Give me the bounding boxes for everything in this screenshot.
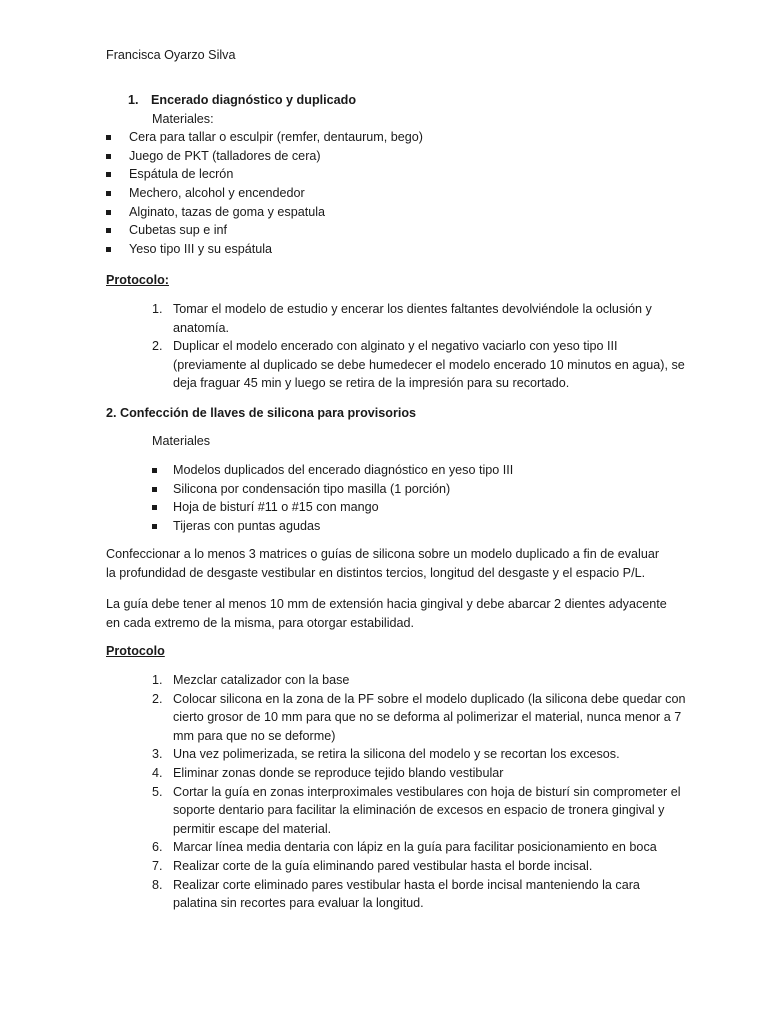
- list-item: Alginato, tazas de goma y espatula: [106, 203, 706, 222]
- section-1-materials-label: Materiales:: [152, 111, 214, 126]
- list-item: 6. Marcar línea media dentaria con lápiz en la guía para facilitar posicionamiento en boca: [152, 840, 657, 855]
- section-2-protocol-list: [106, 671, 686, 913]
- section-1-materials-list: [106, 128, 706, 258]
- list-item: 1. Tomar el modelo de estudio y encerar los dientes faltantes devolviéndole la oclusión y anatomía.: [152, 302, 652, 335]
- list-item: Tijeras con puntas agudas: [106, 517, 666, 536]
- section-2-materials-list: [106, 461, 666, 535]
- list-item: 5. Cortar la guía en zonas interproximales vestibulares con hoja de bisturí sin comprometer el soporte dentario para facilitar la eliminación de excesos en espacio de tronera gingival y permitir escape del material.: [152, 784, 681, 836]
- list-item: Yeso tipo III y su espátula: [106, 240, 706, 259]
- list-item: Cubetas sup e inf: [106, 221, 706, 240]
- section-2-paragraph-2: La guía debe tener al menos 10 mm de extensión hacia gingival y debe abarcar 2 dientes adyacente en cada extremo de la misma, para otorgar estabilidad.: [106, 597, 667, 630]
- list-item: 4. Eliminar zonas donde se reproduce tejido blando vestibular: [152, 765, 504, 780]
- list-item: Mechero, alcohol y encendedor: [106, 184, 706, 203]
- list-item: 8. Realizar corte eliminado pares vestibular hasta el borde incisal manteniendo la cara palatina sin recortes para evaluar la longitud.: [152, 877, 640, 911]
- section-2-title: 2. Confección de llaves de silicona para provisorios: [106, 406, 417, 420]
- list-item: Silicona por condensación tipo masilla (1 porción): [106, 480, 666, 499]
- section-1-title-text: Encerado diagnóstico y duplicado: [151, 93, 357, 107]
- list-item: Modelos duplicados del encerado diagnóstico en yeso tipo III: [106, 461, 666, 480]
- author-name: Francisca Oyarzo Silva: [106, 48, 236, 62]
- list-item: 1. Mezclar catalizador con la base: [152, 673, 350, 687]
- section-2-protocol-heading: Protocolo: [106, 644, 165, 658]
- list-item: Juego de PKT (talladores de cera): [106, 147, 706, 166]
- list-item: 7. Realizar corte de la guía eliminando pared vestibular hasta el borde incisal.: [152, 858, 593, 873]
- list-item: 3. Una vez polimerizada, se retira la silicona del modelo y se recortan los excesos.: [152, 747, 620, 762]
- section-1-number: 1.: [128, 93, 139, 107]
- section-1-protocol-heading: Protocolo:: [106, 273, 169, 287]
- section-1: [106, 91, 706, 258]
- list-item: 2. Duplicar el modelo encerado con alginato y el negativo vaciarlo con yeso tipo III (previamente al duplicado se debe humedecer el modelo encerado 10 minutos en agua), se deja fraguar 45 min y luego se retira de la impresión para su recortado.: [152, 339, 685, 391]
- section-1-title: [106, 91, 706, 110]
- list-item: Cera para tallar o esculpir (remfer, dentaurum, bego): [106, 128, 706, 147]
- list-item: Espátula de lecrón: [106, 165, 706, 184]
- section-2-materials-label: Materiales: [152, 434, 211, 448]
- section-2-paragraph-1: Confeccionar a lo menos 3 matrices o guías de silicona sobre un modelo duplicado a fin de evaluar la profundidad de desgaste vestibular en distintos tercios, longitud del desgaste y el espacio P/L.: [106, 547, 660, 580]
- list-item: 2. Colocar silicona en la zona de la PF sobre el modelo duplicado (la silicona debe quedar con cierto grosor de 10 mm para que no se deforma al polimerizar el material, nunca menor a 7 mm para que no se deforme): [152, 691, 686, 743]
- section-1-protocol-list: [106, 300, 686, 393]
- list-item: Hoja de bisturí #11 o #15 con mango: [106, 498, 666, 517]
